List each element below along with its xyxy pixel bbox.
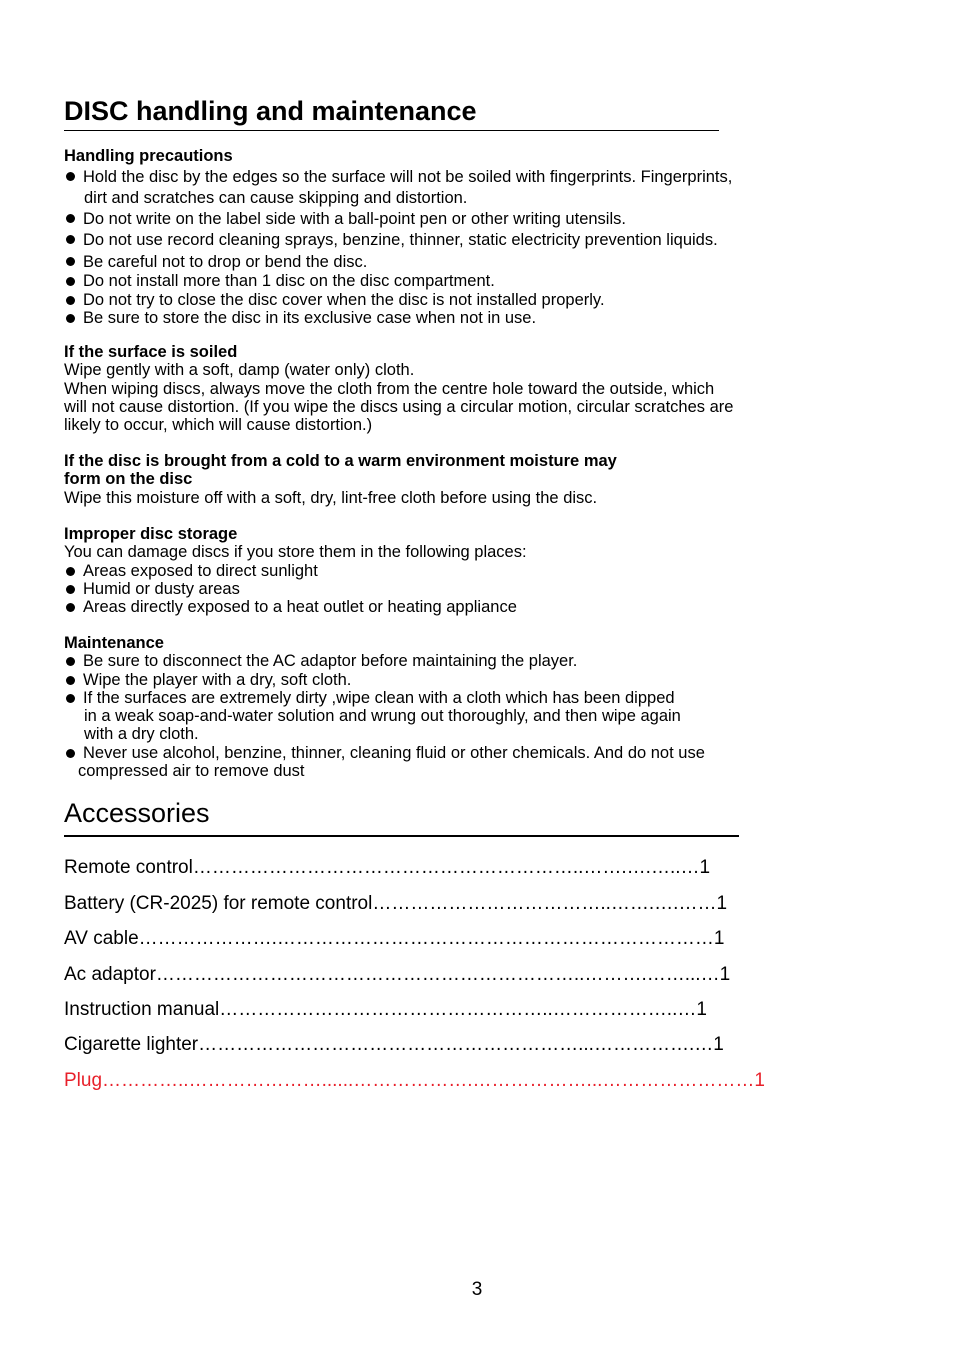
list-item-continuation: in a weak soap-and-water solution and wrung out thoroughly, and then wipe again xyxy=(84,707,681,726)
list-item: Be sure to store the disc in its exclusive case when not in use. xyxy=(64,309,732,327)
list-item: Wipe the player with a dry, soft cloth. xyxy=(64,671,705,689)
paragraph-line: You can damage discs if you store them in the following places: xyxy=(64,543,527,562)
maintenance-heading: Maintenance xyxy=(64,634,164,652)
maintenance-section xyxy=(64,634,705,780)
accessory-item-battery: Battery (CR-2025) for remote control………………………………..…….….……1 xyxy=(64,893,728,914)
list-item: Do not try to close the disc cover when the disc is not installed properly. xyxy=(64,291,732,309)
paragraph-line: likely to occur, which will cause distortion.) xyxy=(64,416,373,435)
list-item: Hold the disc by the edges so the surface will not be soiled with fingerprints. Fingerprints, xyxy=(64,167,732,188)
accessory-item-ac-adaptor: Ac adaptor…………………………………………………………..……….……...…1 xyxy=(64,964,731,985)
improper-storage-heading: Improper disc storage xyxy=(64,525,238,543)
list-item: Do not write on the label side with a ball-point pen or other writing utensils. xyxy=(64,209,732,230)
accessory-item-remote-control: Remote control……………………………………………………..…….….…..…1 xyxy=(64,857,711,878)
accessory-item-av-cable: AV cable………………….……………………………………………………………1 xyxy=(64,928,725,949)
list-item: Be sure to disconnect the AC adaptor before maintaining the player. xyxy=(64,652,705,670)
page-number: 3 xyxy=(471,1279,483,1300)
list-item: If the surfaces are extremely dirty ,wipe clean with a cloth which has been dipped xyxy=(64,689,705,707)
list-item: Areas directly exposed to a heat outlet or heating appliance xyxy=(64,598,527,616)
paragraph-line: Wipe gently with a soft, damp (water only) cloth. xyxy=(64,361,415,380)
list-item: Areas exposed to direct sunlight xyxy=(64,562,527,580)
paragraph-line: Wipe this moisture off with a soft, dry, lint-free cloth before using the disc. xyxy=(64,488,598,507)
accessory-item-cigarette-lighter: Cigarette lighter……………………………………………………...…………….…1 xyxy=(64,1034,724,1055)
list-item: Never use alcohol, benzine, thinner, cleaning fluid or other chemicals. And do not use xyxy=(64,744,705,762)
accessory-item-plug: Plug…………..…………………......……………….………………...……………………1 xyxy=(64,1070,765,1091)
page-title: DISC handling and maintenance xyxy=(64,95,719,131)
moisture-heading: If the disc is brought from a cold to a warm environment moisture may xyxy=(64,452,617,470)
paragraph-line: will not cause distortion. (If you wipe the discs using a circular motion, circular scratches are xyxy=(64,397,734,416)
handling-precautions-heading: Handling precautions xyxy=(64,147,233,165)
list-item-continuation: dirt and scratches can cause skipping and distortion. xyxy=(84,189,468,208)
paragraph-line: When wiping discs, always move the cloth from the centre hole toward the outside, which xyxy=(64,379,715,398)
list-item: Do not use record cleaning sprays, benzine, thinner, static electricity prevention liquids. xyxy=(64,230,732,251)
list-item-continuation: compressed air to remove dust xyxy=(78,762,305,781)
handling-precautions-section xyxy=(64,147,732,327)
accessories-heading: Accessories xyxy=(64,797,739,837)
surface-soiled-heading: If the surface is soiled xyxy=(64,343,238,361)
moisture-section xyxy=(64,452,617,507)
moisture-heading-continuation: form on the disc xyxy=(64,470,193,489)
improper-storage-section xyxy=(64,525,527,616)
list-item: Do not install more than 1 disc on the disc compartment. xyxy=(64,272,732,290)
list-item-continuation: with a dry cloth. xyxy=(84,725,199,744)
list-item: Be careful not to drop or bend the disc. xyxy=(64,252,732,272)
surface-soiled-section xyxy=(64,343,733,434)
accessory-item-instruction-manual: Instruction manual……………………………………………..………………..…1 xyxy=(64,999,707,1020)
list-item: Humid or dusty areas xyxy=(64,580,527,598)
